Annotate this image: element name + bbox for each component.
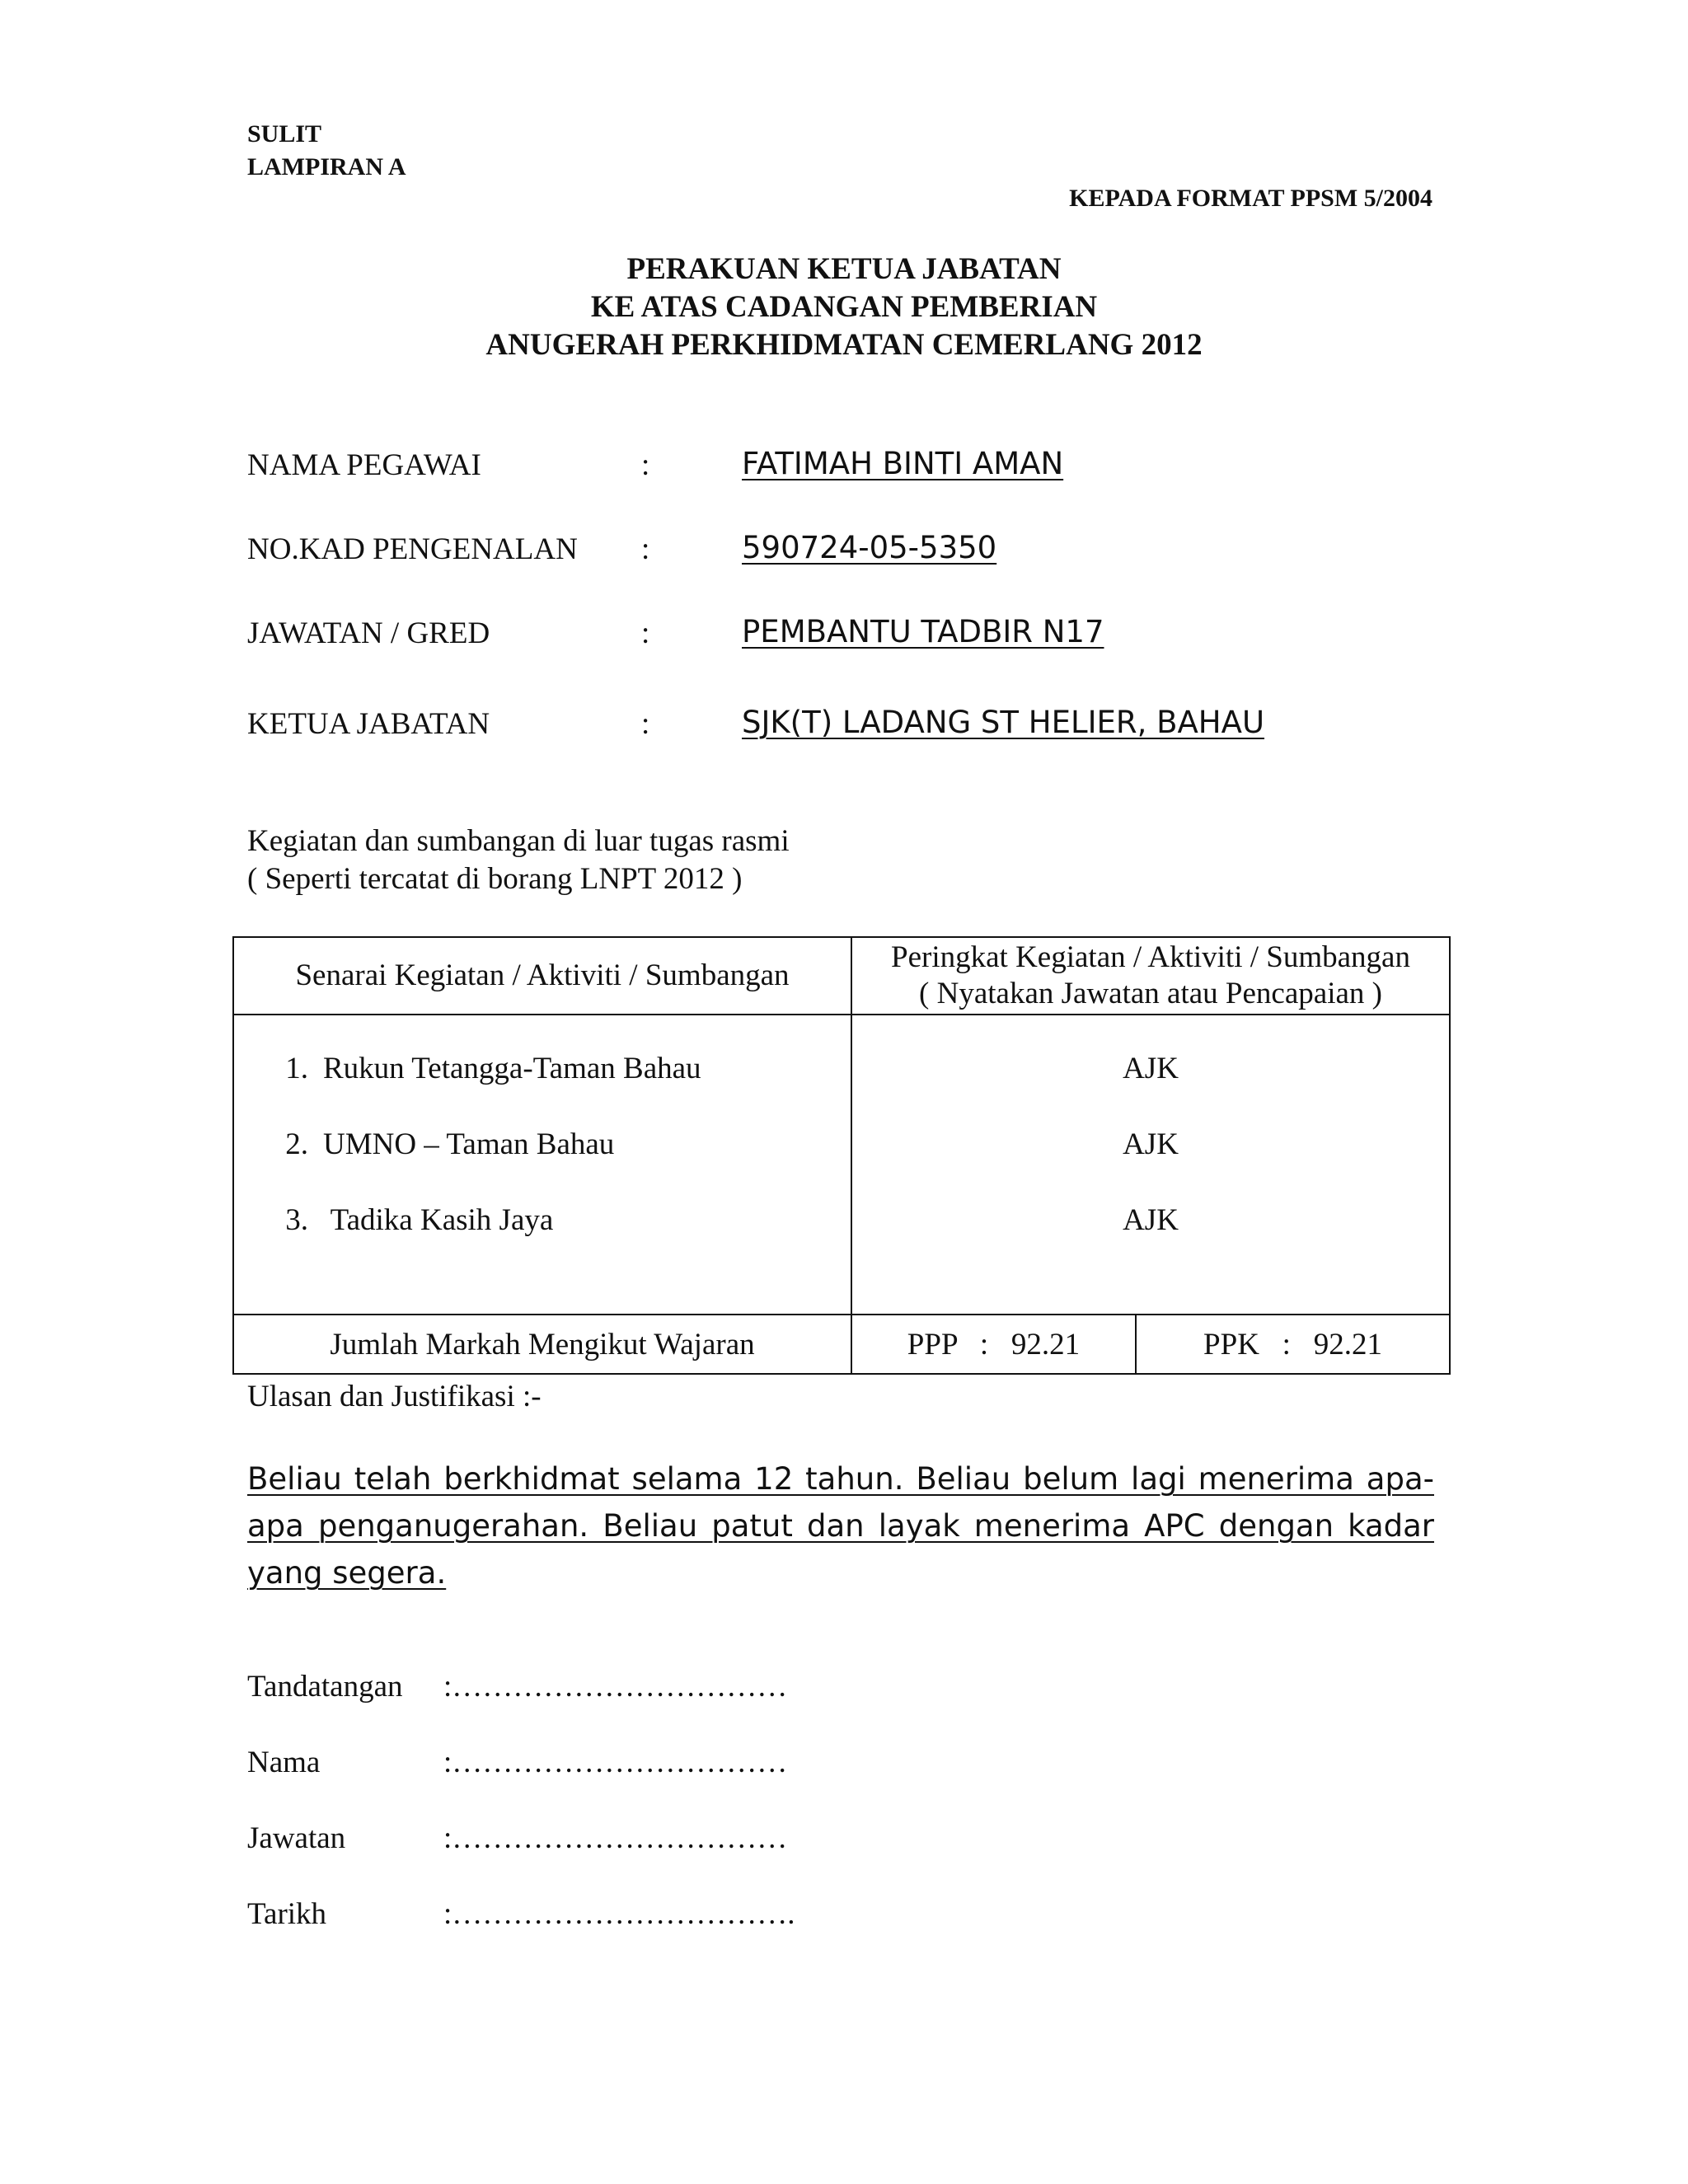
list-item: AJK bbox=[1123, 1203, 1179, 1237]
date-label: Tarikh bbox=[247, 1897, 327, 1931]
table-header-activities: Senarai Kegiatan / Aktiviti / Sumbangan bbox=[233, 937, 851, 1015]
field-label-head: KETUA JABATAN bbox=[247, 707, 490, 741]
field-value-ic: 590724-05-5350 bbox=[742, 530, 997, 565]
date-line: :……………………………. bbox=[443, 1897, 795, 1931]
list-item: AJK bbox=[1123, 1052, 1179, 1085]
field-label-name: NAMA PEGAWAI bbox=[247, 448, 481, 482]
position-label: Jawatan bbox=[247, 1821, 346, 1855]
activities-intro-note: ( Seperti tercatat di borang LNPT 2012 ) bbox=[247, 862, 743, 896]
document-title-line-3: ANUGERAH PERKHIDMATAN CEMERLANG 2012 bbox=[485, 328, 1203, 362]
activities-table bbox=[232, 936, 1451, 1375]
list-item: 2. UMNO – Taman Bahau bbox=[285, 1127, 615, 1161]
levels-list-cell bbox=[851, 1015, 1450, 1315]
total-marks-label: Jumlah Markah Mengikut Wajaran bbox=[233, 1315, 851, 1374]
appendix-label: LAMPIRAN A bbox=[247, 153, 406, 180]
ppp-score: PPP : 92.21 bbox=[851, 1315, 1136, 1374]
field-label-position: JAWATAN / GRED bbox=[247, 616, 490, 650]
table-header-level: Peringkat Kegiatan / Aktiviti / Sumbangan ( Nyatakan Jawatan atau Pencapaian ) bbox=[851, 937, 1450, 1015]
field-value-position: PEMBANTU TADBIR N17 bbox=[742, 614, 1104, 649]
activities-list-cell bbox=[233, 1015, 851, 1315]
signature-line: :…………………………… bbox=[443, 1670, 788, 1704]
document-title-line-1: PERAKUAN KETUA JABATAN bbox=[626, 252, 1062, 286]
name-line: :…………………………… bbox=[443, 1746, 788, 1779]
list-item: 1. Rukun Tetangga-Taman Bahau bbox=[285, 1052, 701, 1085]
classification-label: SULIT bbox=[247, 120, 322, 148]
name-label: Nama bbox=[247, 1746, 321, 1779]
field-colon: : bbox=[641, 616, 650, 650]
review-heading: Ulasan dan Justifikasi :- bbox=[247, 1380, 542, 1413]
field-colon: : bbox=[641, 707, 650, 741]
field-colon: : bbox=[641, 532, 650, 566]
ppk-score: PPK : 92.21 bbox=[1136, 1315, 1450, 1374]
signature-label: Tandatangan bbox=[247, 1670, 403, 1704]
format-reference: KEPADA FORMAT PPSM 5/2004 bbox=[1069, 185, 1432, 212]
review-text: Beliau telah berkhidmat selama 12 tahun. Beliau belum lagi menerima apa-apa penganugerahan. Beliau patut dan layak menerima APC dengan kadar yang segera. bbox=[247, 1461, 1434, 1591]
activities-intro: Kegiatan dan sumbangan di luar tugas rasmi bbox=[247, 824, 790, 858]
field-value-head: SJK(T) LADANG ST HELIER, BAHAU bbox=[742, 705, 1265, 740]
list-item: 3. Tadika Kasih Jaya bbox=[285, 1203, 554, 1237]
list-item: AJK bbox=[1123, 1127, 1179, 1161]
document-title-line-2: KE ATAS CADANGAN PEMBERIAN bbox=[590, 290, 1098, 324]
field-value-name: FATIMAH BINTI AMAN bbox=[742, 446, 1064, 481]
field-label-ic: NO.KAD PENGENALAN bbox=[247, 532, 578, 566]
field-colon: : bbox=[641, 448, 650, 482]
position-line: :…………………………… bbox=[443, 1821, 788, 1855]
